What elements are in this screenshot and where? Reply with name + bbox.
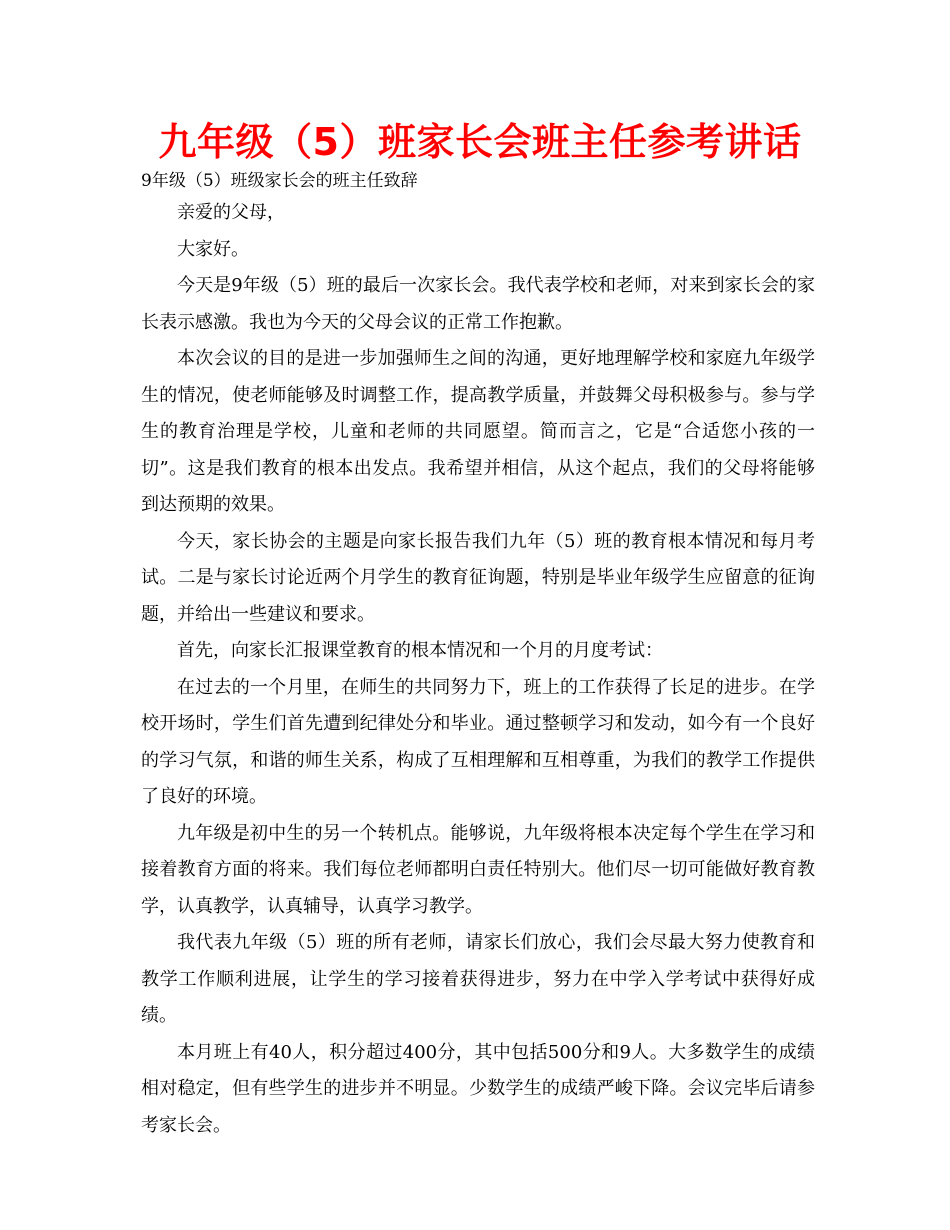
paragraph: 本次会议的目的是进一步加强师生之间的沟通，更好地理解学校和家庭九年级学生的情况，使老师能够及时调整工作，提高教学质量，并鼓舞父母积极参与。参与学生的教育治理是学校，儿童和老师的共同愿望。简而言之，它是“合适您小孩的一切”。这是我们教育的根本出发点。我希望并相信，从这个起点，我们的父母将能够到达预期的效果。 <box>141 348 815 515</box>
paragraph: 我代表九年级（5）班的所有老师，请家长们放心，我们会尽最大努力使教育和教学工作顺利进展，让学生的学习接着获得进步，努力在中学入学考试中获得好成绩。 <box>141 932 815 1026</box>
paragraph: 本月班上有40人，积分超过400分，其中包括500分和9人。大多数学生的成绩相对稳定，但有些学生的进步并不明显。少数学生的成绩严峻下降。会议完毕后请参考家长会。 <box>141 1041 815 1136</box>
paragraph: 在过去的一个月里，在师生的共同努力下，班上的工作获得了长足的进步。在学校开场时，学生们首先遭到纪律处分和毕业。通过整顿学习和发动，如今有一个良好的学习气氛，和谐的师生关系，构成了互相理解和互相尊重，为我们的教学工作提供了良好的环境。 <box>141 676 815 807</box>
document-body <box>141 195 815 1144</box>
paragraph: 今天是9年级（5）班的最后一次家长会。我代表学校和老师，对来到家长会的家长表示感激。我也为今天的父母会议的正常工作抱歉。 <box>141 275 815 333</box>
paragraph: 首先，向家长汇报课堂教育的根本情况和一个月的月度考试： <box>177 640 663 661</box>
paragraph: 九年级是初中生的另一个转机点。能够说，九年级将根本决定每个学生在学习和接着教育方面的将来。我们每位老师都明白责任特别大。他们尽一切可能做好教育教学，认真教学，认真辅导，认真学习教学。 <box>141 822 815 917</box>
paragraph: 亲爱的父母， <box>177 202 285 223</box>
paragraph: 大家好。 <box>177 238 249 260</box>
document-title: 九年级（5）班家长会班主任参考讲话 <box>158 120 802 164</box>
document-subtitle: 9年级（5）班级家长会的班主任致辞 <box>141 171 418 191</box>
paragraph: 今天，家长协会的主题是向家长报告我们九年（5）班的教育根本情况和每月考试。二是与家长讨论近两个月学生的教育征询题，特别是毕业年级学生应留意的征询题，并给出一些建议和要求。 <box>141 530 815 625</box>
